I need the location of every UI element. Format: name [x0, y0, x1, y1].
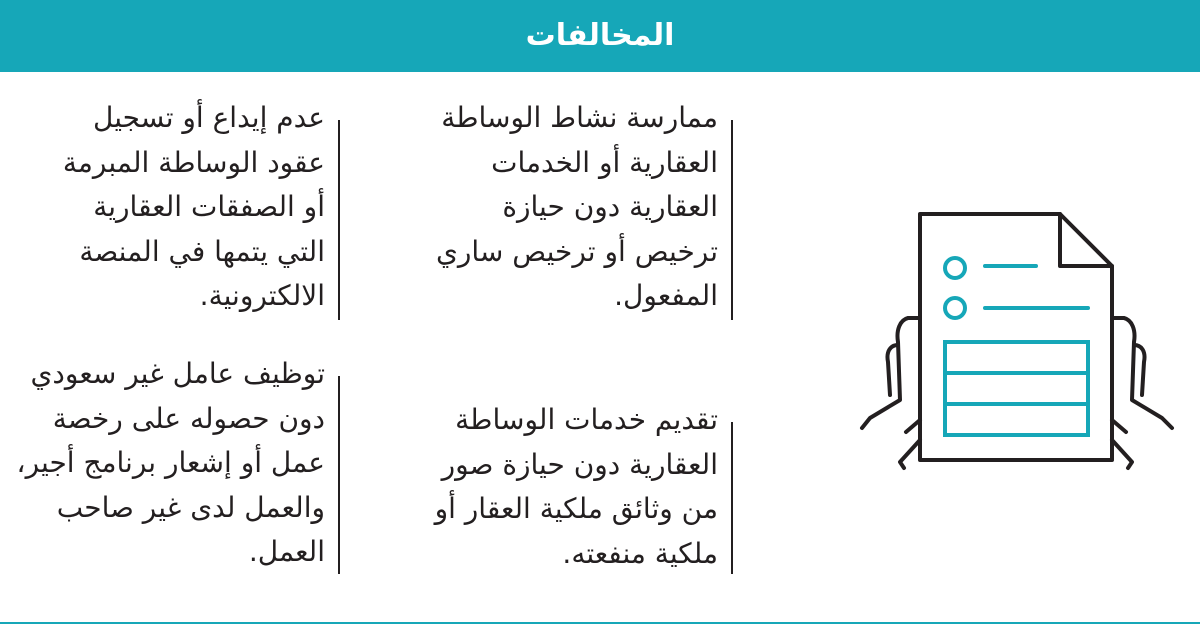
- violation-line: العقارية دون حيازة: [502, 190, 718, 223]
- violation-line: والعمل لدى غير صاحب: [56, 490, 325, 524]
- violation-line: دون حصوله على رخصة: [52, 401, 325, 435]
- violation-line: عمل أو إشعار برنامج أجير،: [16, 446, 325, 479]
- violation-line: العقارية دون حيازة صور: [441, 447, 718, 481]
- violation-line: المفعول.: [614, 279, 718, 312]
- violation-line: تقديم خدمات الوساطة: [455, 403, 718, 436]
- divider-line: [338, 120, 340, 320]
- violation-line: العقارية أو الخدمات: [491, 145, 718, 179]
- violation-line: أو الصفقات العقارية: [93, 190, 325, 223]
- violation-line: التي يتمها في المنصة: [79, 234, 325, 268]
- violation-line: من وثائق ملكية العقار أو: [434, 492, 718, 525]
- bottom-divider: [0, 622, 1200, 624]
- violation-text: [10, 96, 325, 319]
- document-checklist-icon: [850, 200, 1190, 490]
- page-title: المخالفات: [525, 18, 675, 53]
- divider-line: [731, 120, 733, 320]
- violation-line: ترخيص أو ترخيص ساري: [435, 234, 718, 268]
- violation-line: ممارسة نشاط الوساطة: [441, 101, 718, 134]
- violation-text: [360, 398, 718, 576]
- violation-line: عدم إيداع أو تسجيل: [93, 101, 325, 134]
- violation-line: توظيف عامل غير سعودي: [30, 357, 325, 390]
- header-bar: [0, 0, 1200, 72]
- violation-line: عقود الوساطة المبرمة: [62, 145, 325, 179]
- divider-line: [338, 376, 340, 574]
- violation-line: ملكية منفعته.: [562, 536, 718, 570]
- violation-text: [4, 352, 325, 575]
- violation-text: [360, 96, 718, 319]
- divider-line: [731, 422, 733, 574]
- violation-line: الالكترونية.: [199, 279, 325, 312]
- violation-line: العمل.: [248, 535, 325, 568]
